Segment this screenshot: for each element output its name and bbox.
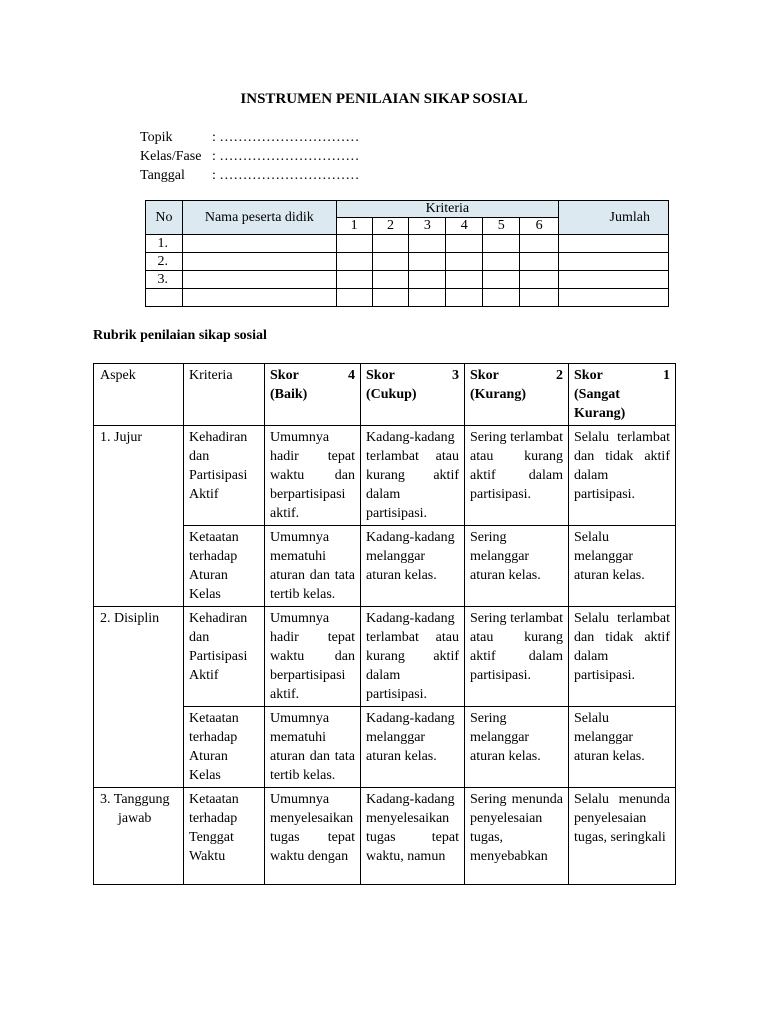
rubric-header-skor3 [361,364,465,426]
skor3-sub: (Cukup) [366,387,417,402]
skor1-cell: Selalu terlambat dan tidak aktif dalam partisipasi. [569,607,676,707]
score-cell[interactable] [520,235,559,253]
aspek-cell: 1. Jujur [94,426,184,607]
rubric-row [94,607,676,707]
total-cell[interactable] [559,289,669,307]
score-cell[interactable] [520,271,559,289]
skor2-cell: Sering terlambat atau kurang aktif dalam partisipasi. [465,426,569,526]
skor4-cell: Umumnya mematuhi aturan dan tata tertib kelas. [265,526,361,607]
skor1-text: Selalu menunda penyelesaian tugas, seringkali [574,792,670,845]
score-cell[interactable] [483,253,520,271]
info-kelas [140,147,359,166]
skor3-label: Skor 3 [366,368,459,383]
skor1-label: Skor 1 [574,368,670,383]
info-topik [140,128,359,147]
attendance-table [145,200,669,307]
total-cell[interactable] [559,235,669,253]
skor4-cell: Umumnya hadir tepat waktu dan berpartisipasi aktif. [265,426,361,526]
skor4-label: Skor 4 [270,368,355,383]
kriteria-num: 4 [446,218,483,235]
col-jumlah-header: Jumlah [559,201,669,235]
col-no-header: No [146,201,183,235]
skor3-cell: Kadang-kadang melanggar aturan kelas. [361,707,465,788]
skor3-cell [361,788,465,885]
skor1-cell: Selalu melanggar aturan kelas. [569,707,676,788]
score-cell[interactable] [409,235,446,253]
score-cell[interactable] [483,235,520,253]
score-cell[interactable] [336,235,372,253]
kriteria-cell: Kehadiran dan Partisipasi Aktif [184,607,265,707]
rubric-header-skor4 [265,364,361,426]
col-kriteria-header: Kriteria [336,201,558,218]
document-title: INSTRUMEN PENILAIAN SIKAP SOSIAL [240,91,528,107]
score-cell[interactable] [520,289,559,307]
score-cell[interactable] [336,289,372,307]
score-cell[interactable] [372,235,409,253]
score-cell[interactable] [409,289,446,307]
table-row [146,271,669,289]
kriteria-num: 1 [336,218,372,235]
info-value: : ………………………… [212,149,360,164]
skor4-cell: Umumnya hadir tepat waktu dan berpartisipasi aktif. [265,607,361,707]
name-cell[interactable] [182,271,336,289]
rubric-header-skor2 [465,364,569,426]
kriteria-num: 6 [520,218,559,235]
skor1-cell: Selalu terlambat dan tidak aktif dalam partisipasi. [569,426,676,526]
score-cell[interactable] [483,289,520,307]
score-cell[interactable] [483,271,520,289]
rubric-row [94,426,676,526]
info-label: Tanggal [140,168,185,183]
skor2-cell [465,788,569,885]
score-cell[interactable] [372,289,409,307]
skor3-cell: Kadang-kadang terlambat atau kurang aktif dalam partisipasi. [361,426,465,526]
skor3-cell: Kadang-kadang melanggar aturan kelas. [361,526,465,607]
score-cell[interactable] [446,253,483,271]
skor2-label: Skor 2 [470,368,563,383]
total-cell[interactable] [559,253,669,271]
table-row [146,289,669,307]
rubric-header-skor1 [569,364,676,426]
rubric-header-kriteria: Kriteria [184,364,265,426]
kriteria-cell: Ketaatan terhadap Aturan Kelas [184,526,265,607]
row-number: 3. [146,271,183,289]
skor3-text: Kadang-kadang menyelesaikan tugas tepat waktu, namun [366,792,459,864]
score-cell[interactable] [372,271,409,289]
aspek-cell: 2. Disiplin [94,607,184,788]
kriteria-cell: Ketaatan terhadap Aturan Kelas [184,707,265,788]
info-tanggal [140,166,359,185]
skor4-cell [265,788,361,885]
row-number: 1. [146,235,183,253]
kriteria-num: 3 [409,218,446,235]
table-row [146,253,669,271]
skor3-cell: Kadang-kadang terlambat atau kurang aktif dalam partisipasi. [361,607,465,707]
name-cell[interactable] [182,253,336,271]
skor2-text: Sering menunda penyelesaian tugas, menyebabkan [470,792,563,864]
col-nama-header: Nama peserta didik [182,201,336,235]
name-cell[interactable] [182,235,336,253]
kriteria-text: Ketaatan terhadap Tenggat Waktu [189,792,239,864]
skor4-sub: (Baik) [270,387,308,402]
table-row [146,235,669,253]
score-cell[interactable] [446,271,483,289]
total-cell[interactable] [559,271,669,289]
score-cell[interactable] [336,271,372,289]
skor2-cell: Sering melanggar aturan kelas. [465,526,569,607]
skor2-cell: Sering terlambat atau kurang aktif dalam partisipasi. [465,607,569,707]
score-cell[interactable] [409,253,446,271]
score-cell[interactable] [446,289,483,307]
name-cell[interactable] [182,289,336,307]
skor4-text: Umumnya menyelesaikan tugas tepat waktu dengan [270,792,355,864]
score-cell[interactable] [372,253,409,271]
info-value: : ………………………… [212,168,360,183]
info-label: Kelas/Fase [140,149,202,164]
rubric-title: Rubrik penilaian sikap sosial [93,328,267,343]
score-cell[interactable] [336,253,372,271]
kriteria-num: 2 [372,218,409,235]
kriteria-num: 5 [483,218,520,235]
kriteria-cell: Kehadiran dan Partisipasi Aktif [184,426,265,526]
skor4-cell: Umumnya mematuhi aturan dan tata tertib kelas. [265,707,361,788]
score-cell[interactable] [520,253,559,271]
skor1-cell [569,788,676,885]
rubric-row [94,788,676,885]
skor1-cell: Selalu melanggar aturan kelas. [569,526,676,607]
skor1-sub: (Sangat Kurang) [574,387,626,421]
rubric-header-row [94,364,676,426]
rubric-table [93,363,676,885]
aspek-cell [94,788,184,885]
kriteria-cell [184,788,265,885]
row-number: 2. [146,253,183,271]
aspek-text: 3. Tanggung jawab [100,792,170,826]
skor2-cell: Sering melanggar aturan kelas. [465,707,569,788]
info-value: : ………………………… [212,130,360,145]
skor2-sub: (Kurang) [470,387,526,402]
rubric-header-aspek: Aspek [94,364,184,426]
row-number [146,289,183,307]
info-block [140,128,359,185]
info-label: Topik [140,130,173,145]
score-cell[interactable] [409,271,446,289]
score-cell[interactable] [446,235,483,253]
